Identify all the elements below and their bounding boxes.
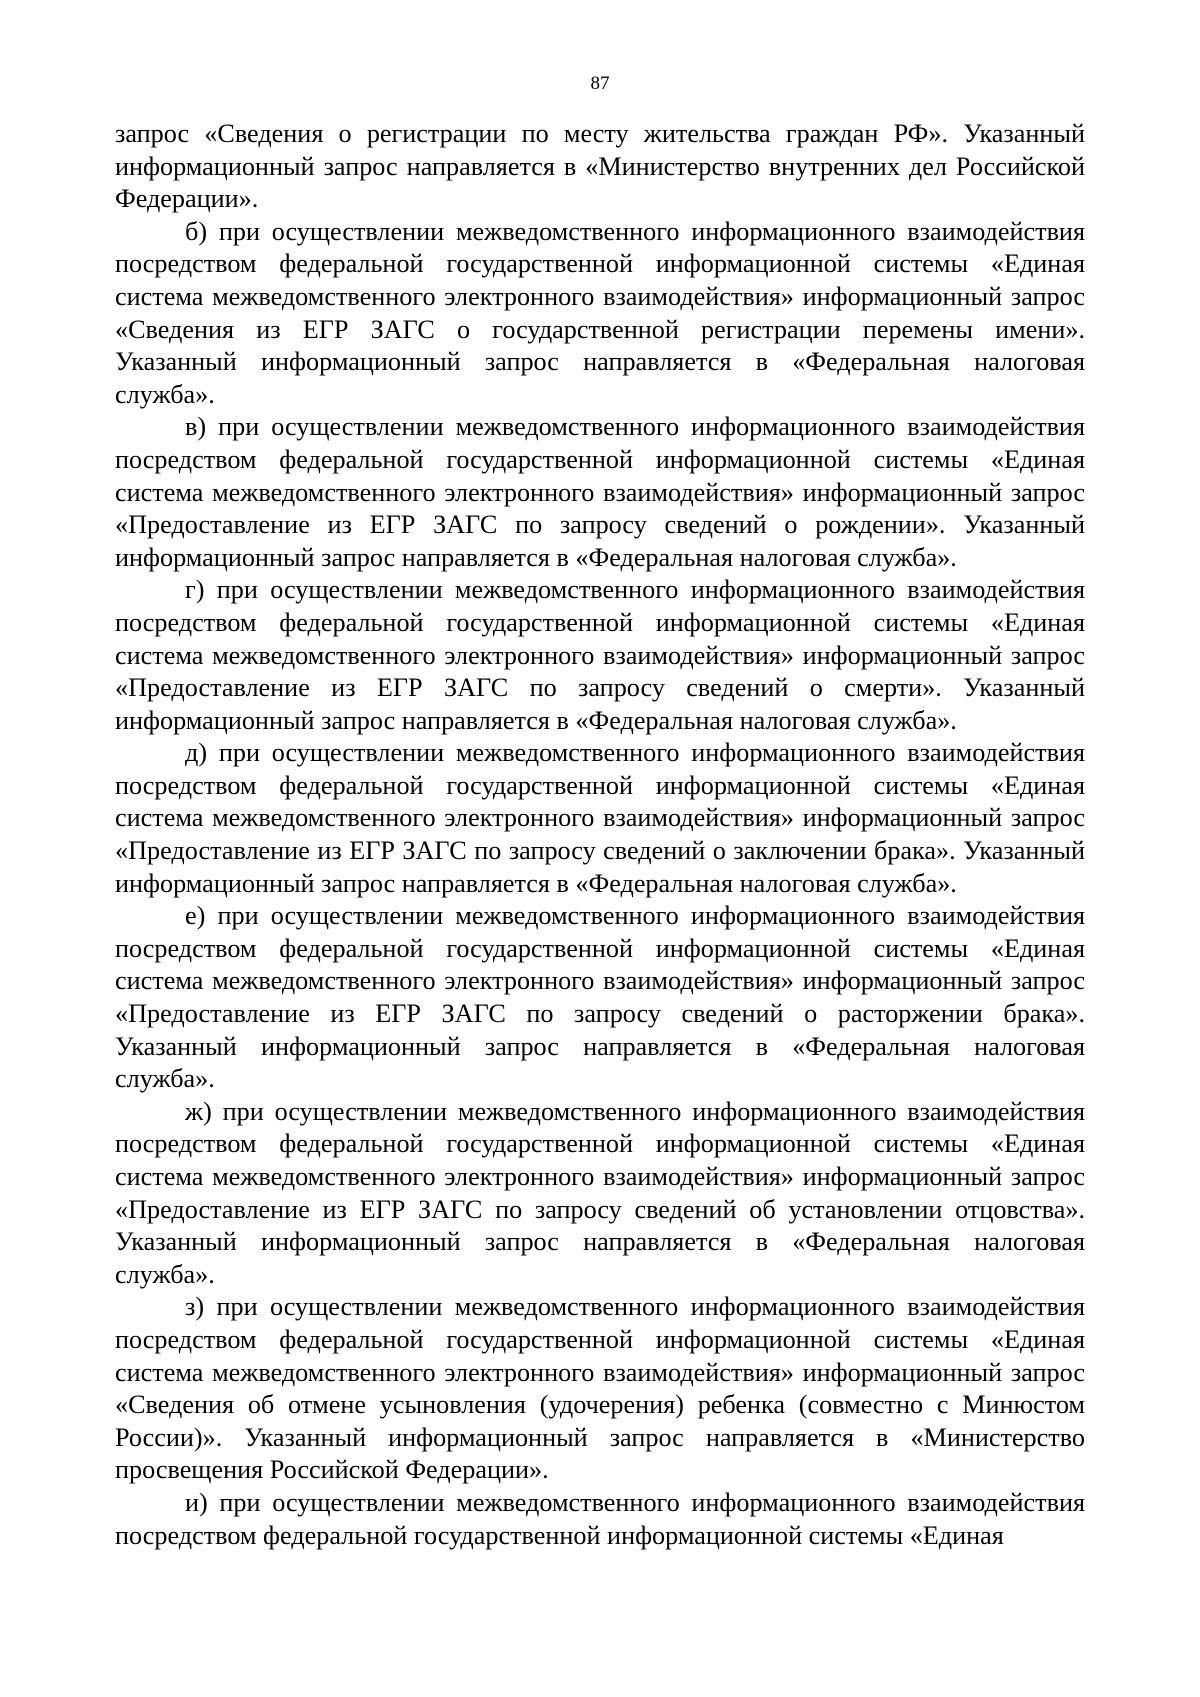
paragraph-item-d: д) при осуществлении межведомственного информационного взаимодействия посредством федеральной государственной информационной системы «Единая система межведомственного электронного взаимодействия» информационный запрос «Предоставление из ЕГР ЗАГС по запросу сведений о заключении брака». Указанный информационный запрос направляется в «Федеральная налоговая служба».	[115, 738, 1085, 898]
paragraph-item-zh: ж) при осуществлении межведомственного информационного взаимодействия посредством федеральной государственной информационной системы «Единая система межведомственного электронного взаимодействия» информационный запрос «Предоставление из ЕГР ЗАГС по запросу сведений об установлении отцовства». Указанный информационный запрос направляется в «Федеральная налоговая служба».	[115, 1096, 1085, 1289]
paragraph-item-i: и) при осуществлении межведомственного информационного взаимодействия посредством федеральной государственной информационной системы «Единая	[115, 1487, 1085, 1550]
paragraph-item-b: б) при осуществлении межведомственного информационного взаимодействия посредством федеральной государственной информационной системы «Единая система межведомственного электронного взаимодействия» информационный запрос «Сведения из ЕГР ЗАГС о государственной регистрации перемены имени». Указанный информационный запрос направляется в «Федеральная налоговая служба».	[115, 216, 1085, 409]
paragraph-item-z: з) при осуществлении межведомственного информационного взаимодействия посредством федеральной государственной информационной системы «Единая система межведомственного электронного взаимодействия» информационный запрос «Сведения об отмене усыновления (удочерения) ребенка (совместно с Минюстом России)». Указанный информационный запрос направляется в «Министерство просвещения Российской Федерации».	[115, 1292, 1085, 1485]
paragraph-item-g: г) при осуществлении межведомственного информационного взаимодействия посредством федеральной государственной информационной системы «Единая система межведомственного электронного взаимодействия» информационный запрос «Предоставление из ЕГР ЗАГС по запросу сведений о смерти». Указанный информационный запрос направляется в «Федеральная налоговая служба».	[115, 575, 1085, 735]
paragraph-continuation: запрос «Сведения о регистрации по месту жительства граждан РФ». Указанный информационный запрос направляется в «Министерство внутренних дел Российской Федерации».	[115, 119, 1085, 214]
page-number: 87	[590, 73, 610, 94]
document-body	[115, 118, 1085, 1552]
paragraph-item-e: е) при осуществлении межведомственного информационного взаимодействия посредством федеральной государственной информационной системы «Единая система межведомственного электронного взаимодействия» информационный запрос «Предоставление из ЕГР ЗАГС по запросу сведений о расторжении брака». Указанный информационный запрос направляется в «Федеральная налоговая служба».	[115, 901, 1085, 1094]
paragraph-item-v: в) при осуществлении межведомственного информационного взаимодействия посредством федеральной государственной информационной системы «Единая система межведомственного электронного взаимодействия» информационный запрос «Предоставление из ЕГР ЗАГС по запросу сведений о рождении». Указанный информационный запрос направляется в «Федеральная налоговая служба».	[115, 412, 1085, 572]
